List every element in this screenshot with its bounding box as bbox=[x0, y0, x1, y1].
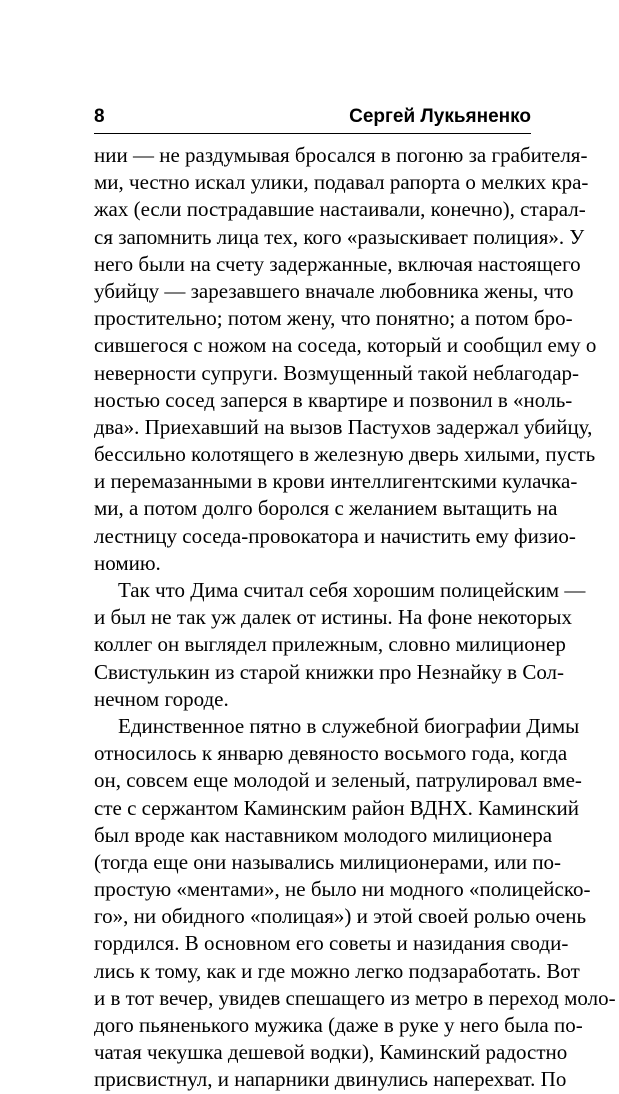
text-line: нечном городе. bbox=[94, 686, 229, 711]
paragraph bbox=[94, 142, 597, 577]
text-line: сте с сержантом Каминским район ВДНХ. Каминский bbox=[94, 795, 579, 820]
text-line: Единственное пятно в служебной биографии Димы bbox=[118, 713, 580, 738]
text-line: простительно; потом жену, что понятно; а потом бро- bbox=[94, 306, 573, 331]
text-line: был вроде как наставником молодого милиционера bbox=[94, 822, 553, 847]
text-line: коллег он выглядел прилежным, словно милиционер bbox=[94, 632, 566, 657]
text-line: относилось к январю девяносто восьмого года, когда bbox=[94, 741, 568, 766]
text-line: номию. bbox=[94, 550, 161, 575]
text-line: неверности супруги. Возмущенный такой неблагодар- bbox=[94, 360, 580, 385]
text-line: него были на счету задержанные, включая настоящего bbox=[94, 251, 581, 276]
text-line: и перемазанными в крови интеллигентскими кулачка- bbox=[94, 469, 578, 494]
body-text bbox=[94, 142, 616, 1094]
header-rule bbox=[94, 133, 531, 134]
text-line: ми, честно искал улики, подавал рапорта о мелких кра- bbox=[94, 170, 589, 195]
text-line: Свистулькин из старой книжки про Незнайку в Сол- bbox=[94, 659, 565, 684]
text-line: бессильно колотящего в железную дверь хилыми, пусть bbox=[94, 442, 596, 467]
text-line: лись к тому, как и где можно легко подзаработать. Вот bbox=[94, 958, 580, 983]
text-line: и в тот вечер, увидев спешащего из метро в переход моло- bbox=[94, 985, 616, 1010]
text-line: ся запомнить лица тех, кого «разыскивает полиция». У bbox=[94, 224, 585, 249]
text-line: нии — не раздумывая бросался в погоню за грабителя- bbox=[94, 143, 588, 167]
text-line: дого пьяненького мужика (даже в руке у него была по- bbox=[94, 1013, 583, 1037]
text-line: сившегося с ножом на соседа, который и сообщил ему о bbox=[94, 333, 597, 358]
text-line: гордился. В основном его советы и назидания своди- bbox=[94, 931, 569, 956]
paragraph bbox=[94, 713, 616, 1094]
page-header bbox=[94, 100, 531, 134]
text-line: простую «ментами», не было ни модного «полицейско- bbox=[94, 877, 591, 902]
text-line: чатая чекушка дешевой водки), Каминский радостно bbox=[94, 1040, 568, 1065]
text-line: Так что Дима считал себя хорошим полицейским — bbox=[118, 578, 586, 602]
text-line: два». Приехавший на вызов Пастухов задержал убийцу, bbox=[94, 414, 593, 439]
running-title-author: Сергей Лукьяненко bbox=[349, 106, 531, 127]
page-number: 8 bbox=[94, 106, 105, 127]
text-line: убийцу — зарезавшего вначале любовника жены, что bbox=[94, 278, 574, 303]
paragraph bbox=[94, 577, 586, 713]
text-line: ми, а потом долго боролся с желанием вытащить на bbox=[94, 496, 558, 521]
text-line: (тогда еще они назывались милиционерами, или по- bbox=[94, 849, 562, 874]
text-line: лестницу соседа-провокатора и начистить ему физио- bbox=[94, 523, 576, 548]
text-line: и был не так уж далек от истины. На фоне некоторых bbox=[94, 605, 573, 630]
text-line: жах (если пострадавшие настаивали, конечно), старал- bbox=[94, 197, 586, 222]
text-line: ностью сосед заперся в квартире и позвонил в «нoль- bbox=[94, 387, 573, 412]
text-line: го», ни обидного «полицая») и этой своей ролью очень bbox=[94, 904, 587, 929]
text-line: он, совсем еще молодой и зеленый, патрулировал вме- bbox=[94, 768, 582, 793]
text-line: присвистнул, и напарники двинулись наперехват. По bbox=[94, 1067, 567, 1092]
